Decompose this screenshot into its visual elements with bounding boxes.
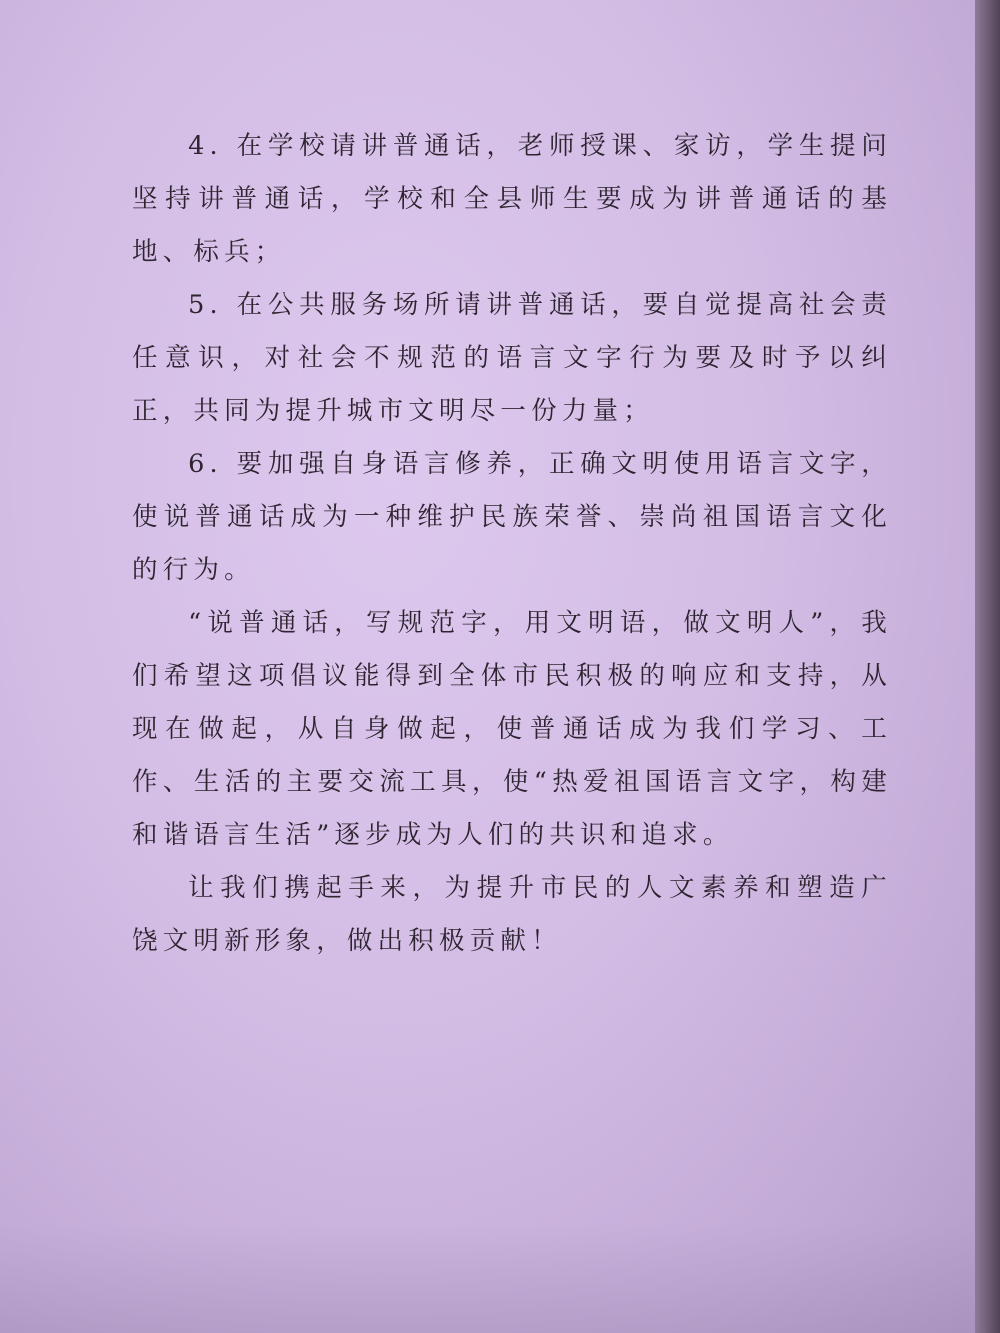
background-edge bbox=[975, 0, 1000, 1333]
document-body bbox=[132, 120, 892, 968]
paragraph-item-5: 5. 在公共服务场所请讲普通话，要自觉提高社会责任意识，对社会不规范的语言文字行为要及时予以纠正，共同为提升城市文明尽一份力量； bbox=[132, 290, 892, 426]
paragraph-initiative: “说普通话，写规范字，用文明语，做文明人”，我们希望这项倡议能得到全体市民积极的响应和支持，从现在做起，从自身做起，使普通话成为我们学习、工作、生活的主要交流工具，使“热爱祖国语言文字，构建和谐语言生活”逐步成为人们的共识和追求。 bbox=[132, 608, 892, 850]
paragraph-item-4: 4. 在学校请讲普通话，老师授课、家访，学生提问坚持讲普通话，学校和全县师生要成为讲普通话的基地、标兵； bbox=[132, 131, 892, 267]
paper-shading bbox=[0, 1223, 975, 1333]
paragraph-item-6: 6. 要加强自身语言修养，正确文明使用语言文字，使说普通话成为一种维护民族荣誉、崇尚祖国语言文化的行为。 bbox=[132, 449, 892, 585]
paragraph-closing: 让我们携起手来，为提升市民的人文素养和塑造广饶文明新形象，做出积极贡献！ bbox=[132, 873, 892, 956]
